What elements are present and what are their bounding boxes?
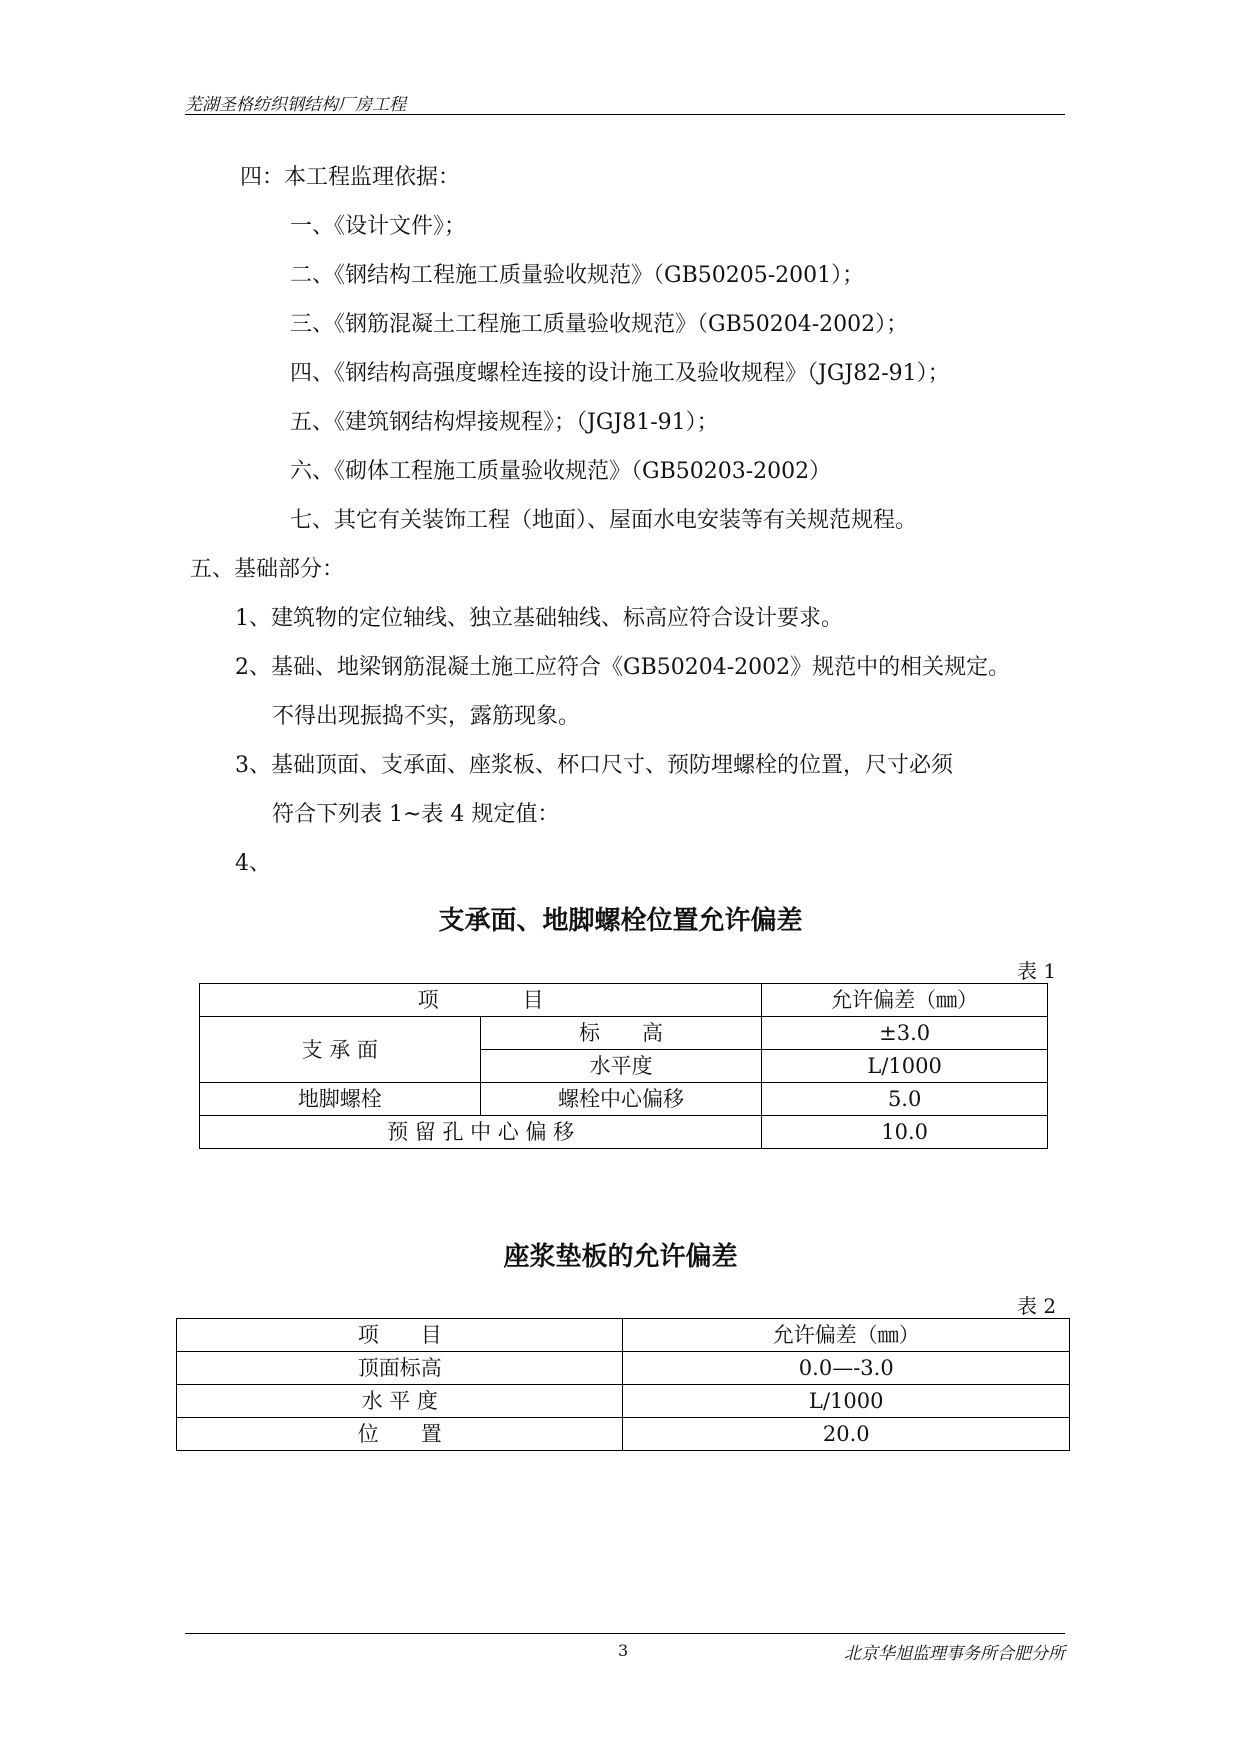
foundation-para-2: 2、基础、地梁钢筋混凝土施工应符合《GB50204-2002》规范中的相关规定。 [235, 655, 1011, 680]
table1-subitem: 标 高 [480, 1017, 762, 1050]
table2-note: 表 2 [1017, 1294, 1057, 1318]
table1-value: 10.0 [762, 1116, 1048, 1149]
table2-value: 20.0 [623, 1418, 1070, 1451]
basis-item: 四、《钢结构高强度螺栓连接的设计施工及验收规程》（JGJ82-91）； [290, 361, 950, 386]
table1 [199, 983, 1048, 1149]
table1-subitem: 螺栓中心偏移 [480, 1083, 762, 1116]
table2-item: 位 置 [177, 1418, 623, 1451]
table2-header-item: 项 目 [177, 1319, 623, 1352]
table-row [200, 984, 1048, 1017]
page-number: 3 [618, 1641, 629, 1660]
table2-item: 水 平 度 [177, 1385, 623, 1418]
page-header [185, 84, 1065, 115]
table2-value: 0.0—-3.0 [623, 1352, 1070, 1385]
table2-item: 顶面标高 [177, 1352, 623, 1385]
table-row [177, 1352, 1070, 1385]
table2-value: L/1000 [623, 1385, 1070, 1418]
table1-group-bearing-surface: 支 承 面 [200, 1017, 481, 1083]
foundation-para-2-cont: 不得出现振捣不实，露筋现象。 [272, 704, 581, 729]
foundation-para-3: 3、基础顶面、支承面、座浆板、杯口尺寸、预防埋螺栓的位置，尺寸必须 [235, 753, 953, 778]
table2-title: 座浆垫板的允许偏差 [503, 1242, 738, 1272]
table1-title: 支承面、地脚螺栓位置允许偏差 [438, 906, 803, 936]
table1-group-anchor-bolt: 地脚螺栓 [200, 1083, 481, 1116]
footer-organization: 北京华旭监理事务所合肥分所 [844, 1644, 1065, 1664]
basis-item: 二、《钢结构工程施工质量验收规范》（GB50205-2001）； [290, 263, 865, 288]
basis-item: 七、其它有关装饰工程（地面）、屋面水电安装等有关规范规程。 [290, 508, 918, 533]
table1-item: 预 留 孔 中 心 偏 移 [200, 1116, 762, 1149]
table1-value: ±3.0 [762, 1017, 1048, 1050]
foundation-para-1: 1、建筑物的定位轴线、独立基础轴线、标高应符合设计要求。 [235, 606, 843, 631]
table1-subitem: 水平度 [480, 1050, 762, 1083]
table2-header-tolerance: 允许偏差（㎜） [623, 1319, 1070, 1352]
basis-item: 五、《建筑钢结构焊接规程》；（JGJ81-91）； [290, 410, 719, 435]
table1-value: 5.0 [762, 1083, 1048, 1116]
basis-item: 三、《钢筋混凝土工程施工质量验收规范》（GB50204-2002）； [290, 312, 909, 337]
header-project-name: 芜湖圣格纺织钢结构厂房工程 [185, 95, 406, 115]
foundation-para-3-cont: 符合下列表 1~表 4 规定值： [272, 802, 560, 827]
table-row [177, 1385, 1070, 1418]
basis-item: 六、《砌体工程施工质量验收规范》（GB50203-2002） [290, 459, 832, 484]
table-row [200, 1083, 1048, 1116]
table-row [200, 1116, 1048, 1149]
section5-heading: 五、基础部分： [190, 557, 345, 582]
table-row [177, 1418, 1070, 1451]
table2 [176, 1318, 1070, 1451]
table1-header-item: 项 目 [200, 984, 762, 1017]
table1-header-tolerance: 允许偏差（㎜） [762, 984, 1048, 1017]
table-row [200, 1017, 1048, 1050]
basis-item: 一、《设计文件》； [290, 214, 467, 239]
page-footer-rule [185, 1633, 1065, 1634]
table-row [177, 1319, 1070, 1352]
table1-note: 表 1 [1017, 959, 1057, 983]
section4-heading: 四：本工程监理依据： [240, 165, 461, 190]
table1-value: L/1000 [762, 1050, 1048, 1083]
foundation-para-4: 4、 [235, 851, 271, 876]
